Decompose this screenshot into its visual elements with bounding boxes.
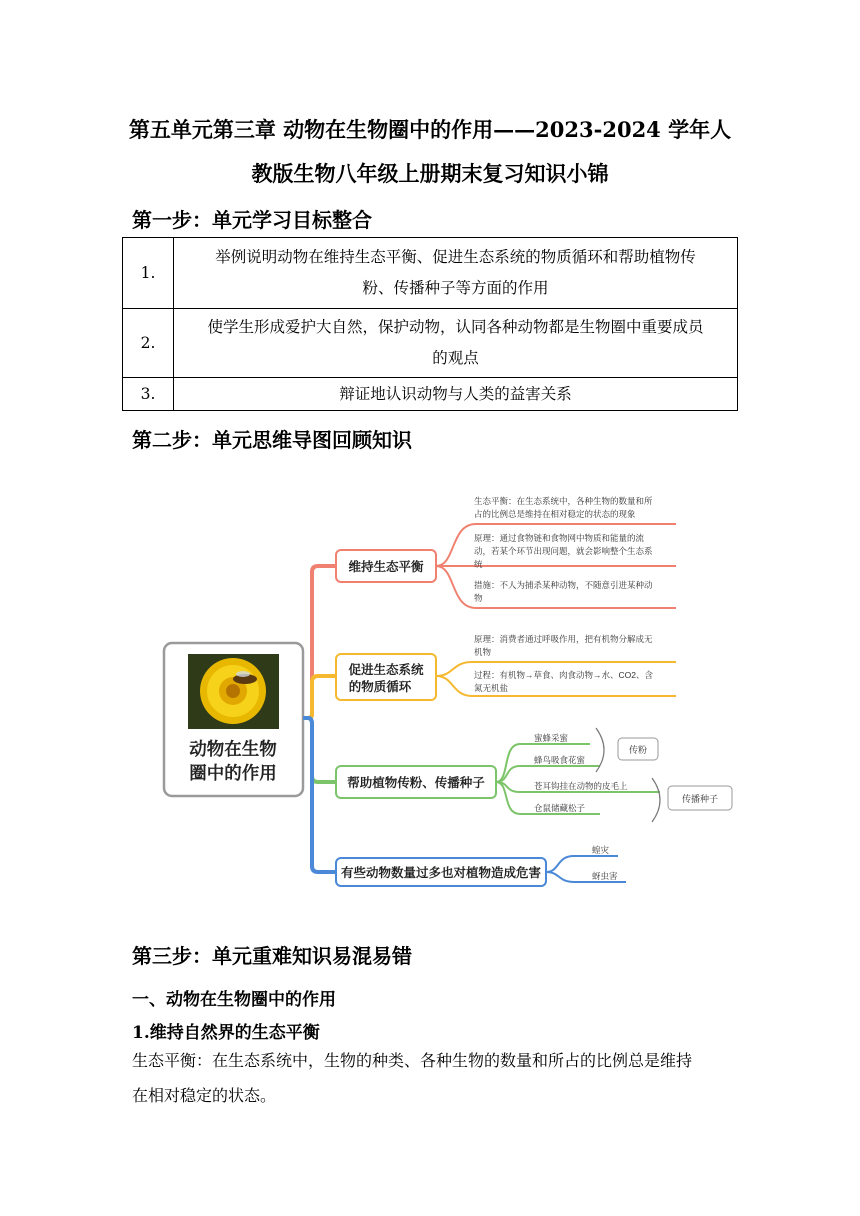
row-number: 3. [123,378,174,411]
leaf-item: 苍耳钩挂在动物的皮毛上 [534,781,628,791]
row-text [174,309,738,378]
group-label: 传播种子 [681,794,719,804]
center-label-line2: 圈中的作用 [189,763,277,783]
leaf-item: 仓鼠储藏松子 [534,803,586,813]
branch-label: 帮助植物传粉、传播种子 [347,776,485,790]
flower-photo [188,654,279,729]
row-number: 2. [123,309,174,378]
body-paragraph [132,1043,732,1113]
table-row [123,309,738,378]
row-text [174,238,738,309]
branch-label: 的物质循环 [348,680,412,694]
note-text: 过程：有机物→草食、肉食动物→水、CO2、含 [474,670,653,680]
center-label-line1: 动物在生物 [189,739,277,759]
mind-map [160,488,740,898]
subsection-heading: 1.维持自然界的生态平衡 [132,1023,320,1043]
branch-connector [303,718,336,782]
goals-table [122,237,738,411]
branch-connector [303,676,336,718]
leaf-item: 蚜虫害 [592,871,618,881]
branch-label: 有些动物数量过多也对植物造成危害 [340,866,542,880]
branch-label: 促进生态系统 [348,663,424,677]
note-text: 生态平衡：在生态系统中，各种生物的数量和所 [474,496,653,506]
note-text: 动，若某个环节出现问题，就会影响整个生态系 [474,546,653,556]
step3-heading: 第三步：单元重难知识易混易错 [132,944,412,968]
note-text: 氮无机盐 [474,683,509,693]
row-text-line: 使学生形成爱护大自然，保护动物，认同各种动物都是生物圈中重要成员 [207,318,704,336]
group-label: 传粉 [628,745,648,755]
branch-label: 维持生态平衡 [348,560,424,574]
step1-heading: 第一步：单元学习目标整合 [132,208,372,232]
paragraph-line: 在相对稳定的状态。 [132,1086,277,1105]
group-bracket [652,778,660,822]
note-text: 措施：不人为捕杀某种动物，不随意引进某种动 [474,580,653,590]
note-text: 占的比例总是维持在相对稳定的状态的现象 [474,509,636,519]
branch-connector [303,566,336,718]
document-title-line2: 教版生物八年级上册期末复习知识小锦 [251,161,609,186]
row-text: 辩证地认识动物与人类的益害关系 [174,378,738,411]
leaf-item: 蜜蜂采蜜 [534,733,569,743]
leaf-item: 蜂鸟吸食花蜜 [534,755,586,765]
row-number: 1. [123,238,174,309]
note-text: 统 [474,559,483,569]
row-text-line: 举例说明动物在维持生态平衡、促进生态系统的物质循环和帮助植物传 [215,248,696,266]
leaf-item: 蝗灾 [592,845,610,855]
table-row [123,238,738,309]
step2-heading: 第二步：单元思维导图回顾知识 [132,428,412,452]
paragraph-line: 生态平衡：在生态系统中，生物的种类、各种生物的数量和所占的比例总是维持 [132,1051,693,1070]
note-text: 物 [474,593,483,603]
branch-connector [303,718,336,872]
table-row [123,378,738,411]
note-text: 原理：消费者通过呼吸作用，把有机物分解成无 [474,634,653,644]
document-title-line1: 第五单元第三章 动物在生物圈中的作用——2023-2024 学年人 [128,117,732,142]
row-text-line: 粉、传播种子等方面的作用 [362,279,549,297]
row-text-line: 的观点 [432,349,479,367]
note-text: 机物 [474,647,492,657]
section-heading: 一、动物在生物圈中的作用 [132,990,336,1010]
note-text: 原理：通过食物链和食物网中物质和能量的流 [474,533,645,543]
